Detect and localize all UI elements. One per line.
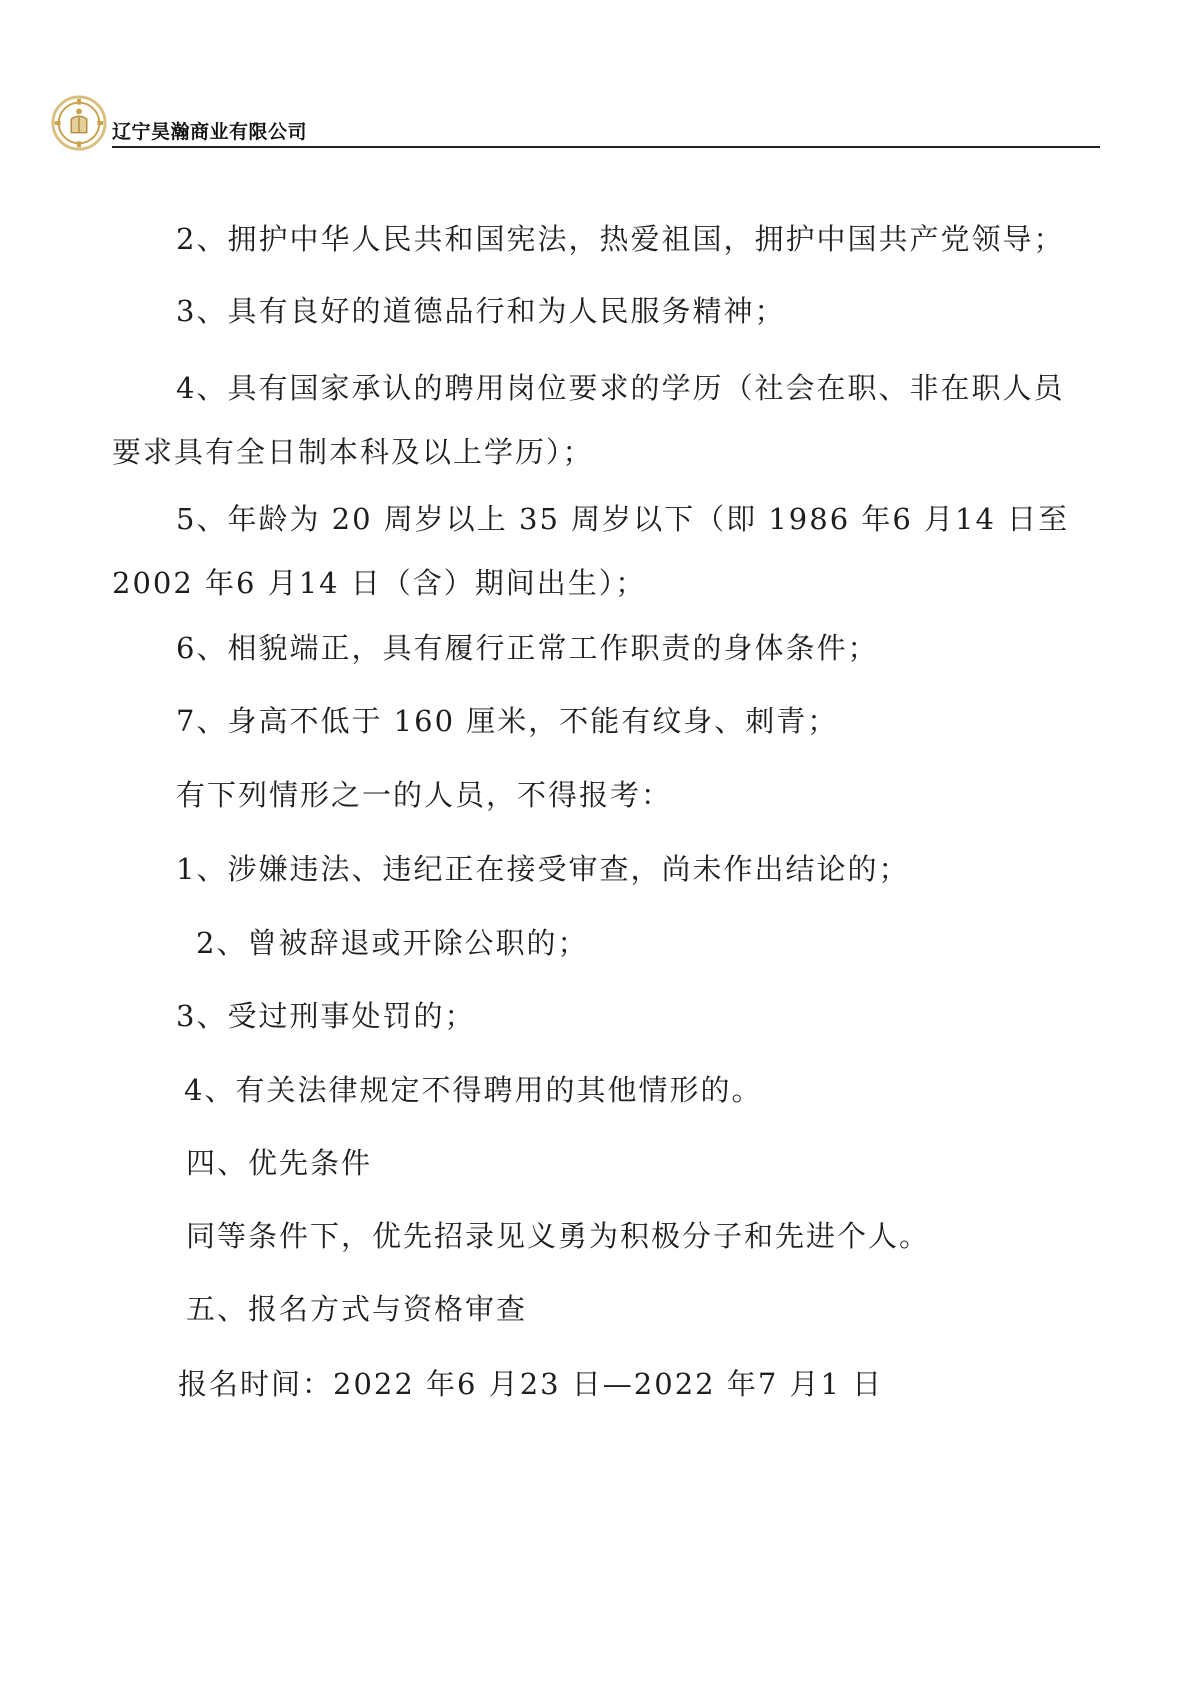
company-logo-icon xyxy=(50,94,108,152)
exclusion-intro: 有下列情形之一的人员，不得报考： xyxy=(176,778,673,812)
exclusion-2: 2、曾被辞退或开除公职的； xyxy=(196,926,589,960)
header-rule xyxy=(112,146,1100,148)
requirement-3: 3、具有良好的道德品行和为人民服务精神； xyxy=(176,294,786,328)
requirement-5: 5、年龄为 20 周岁以上 35 周岁以下（即 1986 年6 月14 日至 2002 年6 月14 日（含）期间出生）； xyxy=(112,502,1070,600)
requirement-2: 2、拥护中华人民共和国宪法，热爱祖国，拥护中国共产党领导； xyxy=(176,222,1065,256)
letterhead xyxy=(46,86,1100,148)
exclusion-4: 4、有关法律规定不得聘用的其他情形的。 xyxy=(184,1073,763,1107)
company-name: 辽宁昊瀚商业有限公司 xyxy=(112,121,308,143)
requirement-6: 6、相貌端正，具有履行正常工作职责的身体条件； xyxy=(176,631,879,665)
section-4-body: 同等条件下，优先招录见义勇为积极分子和先进个人。 xyxy=(186,1219,931,1253)
exclusion-3: 3、受过刑事处罚的； xyxy=(176,999,476,1033)
exclusion-1: 1、涉嫌违法、违纪正在接受审查，尚未作出结论的； xyxy=(176,852,910,886)
section-4-title: 四、优先条件 xyxy=(186,1146,373,1180)
requirement-7: 7、身高不低于 160 厘米，不能有纹身、刺青； xyxy=(176,704,839,738)
signup-time: 报名时间：2022 年6 月23 日—2022 年7 月1 日 xyxy=(178,1367,884,1401)
requirement-4: 4、具有国家承认的聘用岗位要求的学历（社会在职、非在职人员 要求具有全日制本科及以上学历）； xyxy=(112,371,1065,469)
section-5-title: 五、报名方式与资格审查 xyxy=(186,1292,528,1326)
